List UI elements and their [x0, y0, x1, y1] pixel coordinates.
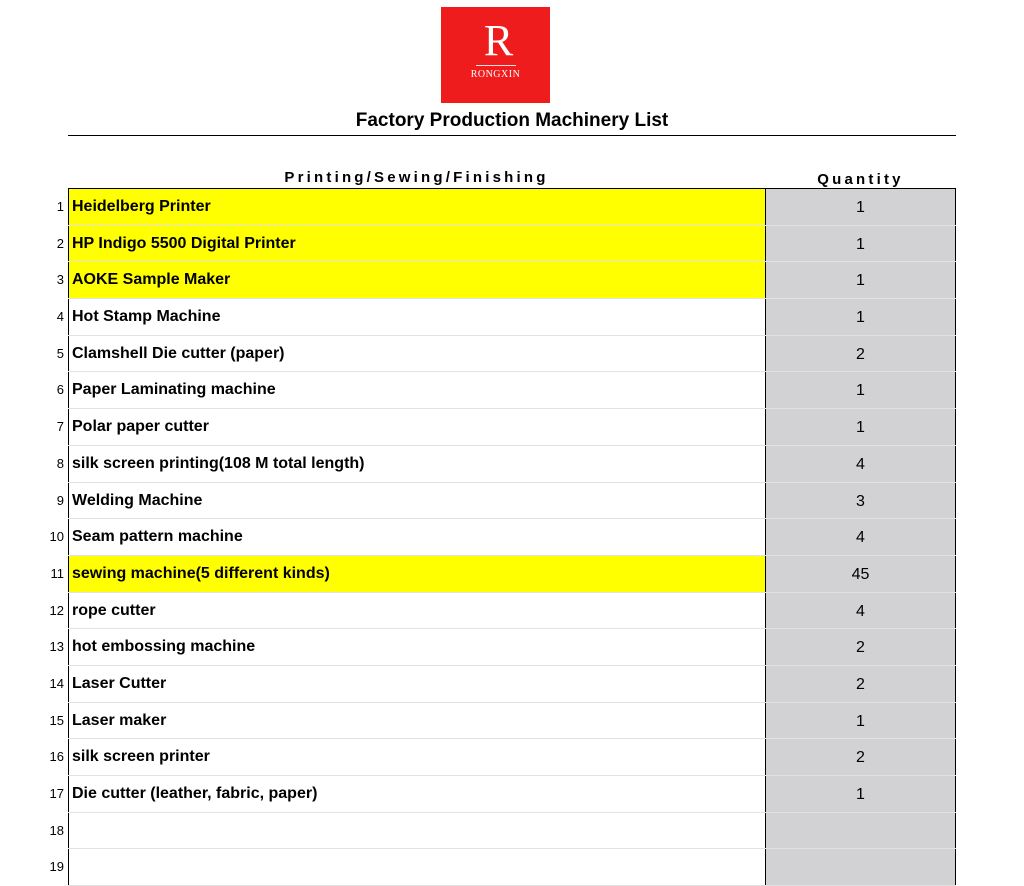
machine-name-cell: silk screen printing(108 M total length) [68, 446, 765, 482]
table-row [56, 336, 956, 373]
quantity-cell: 45 [765, 556, 956, 592]
row-number: 16 [49, 749, 64, 765]
machine-name-cell: Welding Machine [68, 483, 765, 519]
machine-name-cell: Laser Cutter [68, 666, 765, 702]
machine-name-cell: HP Indigo 5500 Digital Printer [68, 226, 765, 262]
quantity-cell: 4 [765, 593, 956, 629]
machine-name-cell: Die cutter (leather, fabric, paper) [68, 776, 765, 812]
row-number: 1 [56, 199, 64, 214]
table-row [49, 703, 956, 740]
quantity-cell: 1 [765, 703, 956, 739]
table-row [56, 483, 956, 520]
table-row [49, 813, 956, 850]
quantity-cell: 1 [765, 262, 956, 298]
machine-name-cell [68, 813, 765, 849]
row-number: 2 [56, 235, 64, 251]
row-number: 8 [56, 455, 64, 471]
quantity-cell: 2 [765, 629, 956, 665]
table-row [49, 739, 956, 776]
row-number: 3 [56, 272, 64, 288]
column-header-quantity: Quantity [817, 171, 904, 188]
quantity-cell [765, 813, 956, 849]
machine-name-cell: sewing machine(5 different kinds) [68, 556, 765, 592]
table-row [49, 519, 956, 556]
row-number: 17 [49, 786, 64, 801]
row-number: 4 [56, 309, 64, 325]
row-number: 5 [56, 345, 64, 361]
quantity-cell: 1 [765, 299, 956, 335]
table-row [56, 189, 956, 226]
table-row [56, 446, 956, 483]
machine-name-cell: Hot Stamp Machine [68, 299, 765, 335]
company-logo [441, 7, 550, 103]
machine-name-cell: Laser maker [68, 703, 765, 739]
row-number: 14 [49, 675, 64, 691]
machine-name-cell: AOKE Sample Maker [68, 262, 765, 298]
table-row [56, 226, 956, 263]
quantity-cell: 2 [765, 336, 956, 372]
row-number: 11 [50, 565, 64, 581]
row-number: 15 [49, 712, 64, 728]
quantity-cell: 1 [765, 409, 956, 445]
machine-name-cell: hot embossing machine [68, 629, 765, 665]
table-row [49, 593, 956, 630]
machine-name-cell: rope cutter [68, 593, 765, 629]
table-row [56, 262, 956, 299]
machine-name-cell: Seam pattern machine [68, 519, 765, 555]
column-header-name: Printing/Sewing/Finishing [284, 169, 549, 186]
row-number: 12 [49, 602, 64, 618]
quantity-cell: 1 [765, 189, 956, 225]
machine-name-cell: Paper Laminating machine [68, 372, 765, 408]
row-number: 18 [49, 822, 64, 838]
table-row [49, 849, 956, 886]
logo-divider [476, 65, 516, 66]
row-number: 10 [49, 529, 64, 545]
quantity-cell: 2 [765, 666, 956, 702]
machine-name-cell: Polar paper cutter [68, 409, 765, 445]
table-row [49, 629, 956, 666]
table-row [50, 556, 956, 593]
table-row [56, 372, 956, 409]
row-number: 7 [56, 419, 64, 435]
table-row [56, 299, 956, 336]
page-title: Factory Production Machinery List [355, 110, 669, 131]
quantity-cell [765, 849, 956, 885]
machinery-table [49, 188, 956, 886]
table-row [49, 666, 956, 703]
quantity-cell: 3 [765, 483, 956, 519]
machine-name-cell: Clamshell Die cutter (paper) [68, 336, 765, 372]
quantity-cell: 1 [765, 226, 956, 262]
quantity-cell: 4 [765, 446, 956, 482]
table-row [56, 409, 956, 446]
quantity-cell: 4 [765, 519, 956, 555]
row-number: 6 [56, 382, 64, 398]
logo-mark: R [483, 16, 508, 65]
machine-name-cell [68, 849, 765, 885]
quantity-cell: 1 [765, 372, 956, 408]
machine-name-cell: Heidelberg Printer [68, 189, 765, 225]
row-number: 13 [49, 639, 64, 655]
logo-text: RONGXIN [470, 69, 521, 80]
machine-name-cell: silk screen printer [68, 739, 765, 775]
table-row [49, 776, 956, 813]
quantity-cell: 2 [765, 739, 956, 775]
quantity-cell: 1 [765, 776, 956, 812]
title-divider [68, 135, 956, 136]
row-number: 19 [49, 859, 64, 875]
row-number: 9 [56, 492, 64, 508]
